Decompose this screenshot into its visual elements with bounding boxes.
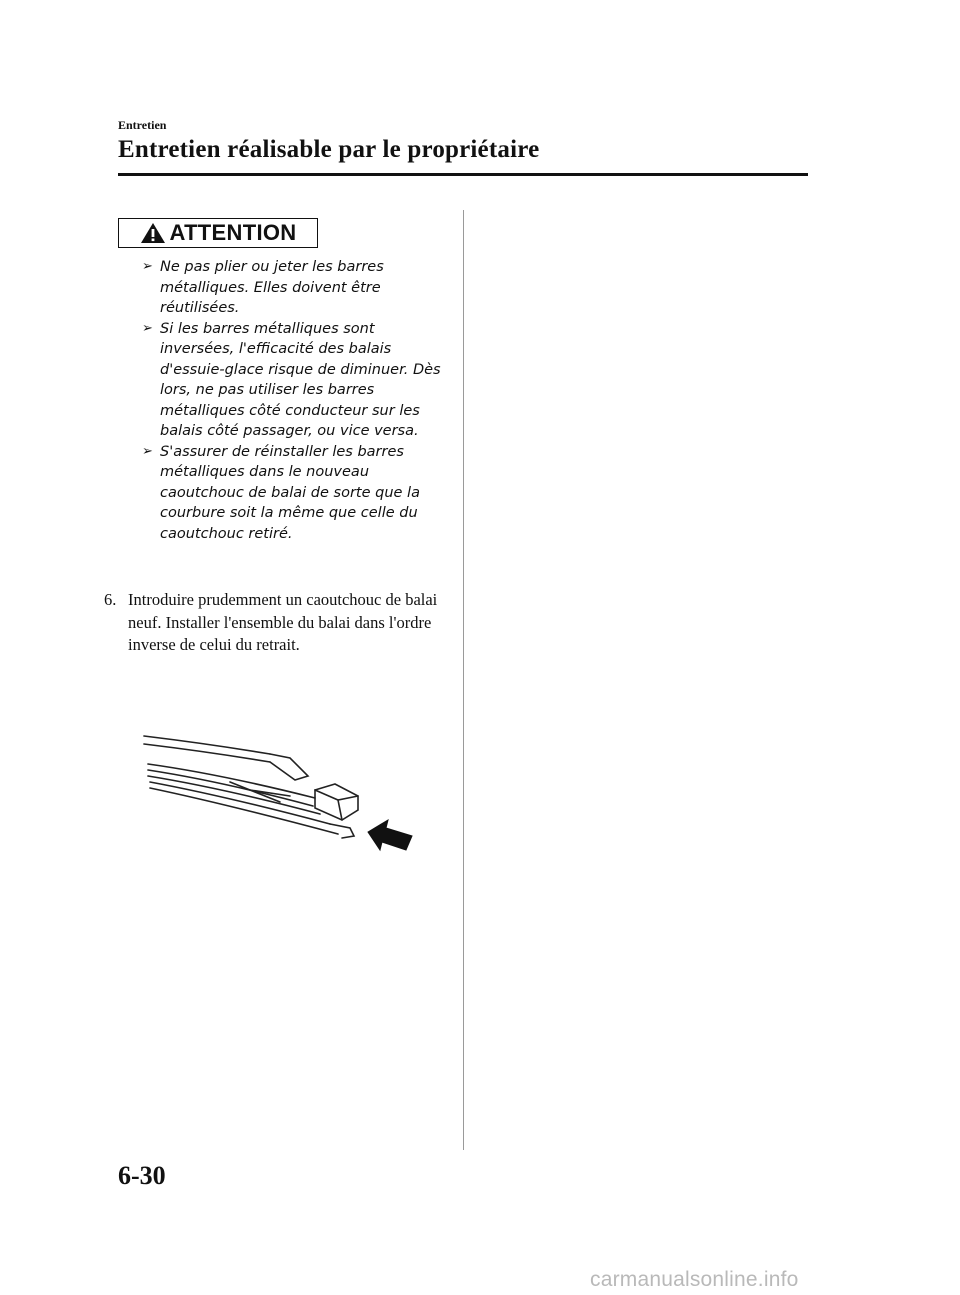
page-number: 6-30 <box>118 1161 166 1190</box>
list-item <box>142 319 447 442</box>
arrow-bullet-icon: ➢ <box>142 320 153 336</box>
section-label: Entretien <box>118 118 167 132</box>
list-item-text: S'assurer de réinstaller les barres métalliques dans le nouveau caoutchouc de balai de sorte que la courbure soit la même que celle du caoutchouc retiré. <box>160 443 420 542</box>
list-item-text: Si les barres métalliques sont inversées, l'efficacité des balais d'essuie-glace risque de diminuer. Dès lors, ne pas utiliser les barres métalliques côté conducteur sur les balais côté passager, ou vice versa. <box>160 320 441 439</box>
arrow-bullet-icon: ➢ <box>142 259 153 274</box>
attention-label: ATTENTION <box>169 220 297 245</box>
warning-triangle-icon <box>140 222 166 244</box>
column-divider <box>463 210 464 1150</box>
watermark: carmanualsonline.info <box>590 1268 799 1291</box>
arrow-bullet-icon: ➢ <box>142 443 153 459</box>
page-title: Entretien réalisable par le propriétaire <box>118 136 540 163</box>
wiper-blade-illustration <box>130 720 430 870</box>
header-rule <box>118 173 808 176</box>
list-item <box>142 442 447 545</box>
list-item <box>142 257 447 319</box>
step-number: 6. <box>104 590 117 609</box>
list-item-text: Ne pas plier ou jeter les barres métalliques. Elles doivent être réutilisées. <box>160 259 384 316</box>
attention-box <box>118 218 318 248</box>
step-6 <box>104 589 449 657</box>
attention-list <box>142 257 447 544</box>
step-text: Introduire prudemment un caoutchouc de balai neuf. Installer l'ensemble du balai dans l'ordre inverse de celui du retrait. <box>128 590 438 654</box>
